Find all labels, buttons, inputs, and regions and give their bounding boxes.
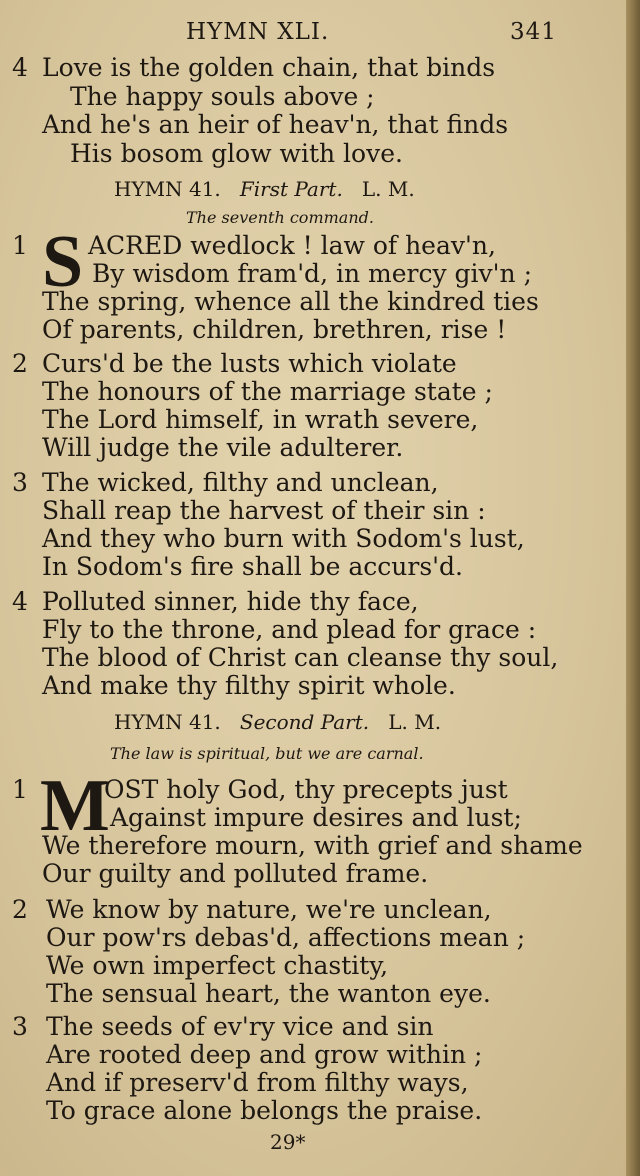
hymn-heading [114,175,415,203]
stanza-number: 1 [12,775,28,804]
running-head-title: HYMN XLI. [186,19,330,45]
verse-line: Against impure desires and lust; [110,803,522,832]
stanza-number: 4 [12,587,28,616]
verse-line: Our pow'rs debas'd, affections mean ; [46,923,526,952]
hymn-subtitle [110,740,424,768]
stanza-number: 2 [12,349,28,378]
verse-line: Shall reap the harvest of their sin : [42,496,486,525]
verse-line: Will judge the vile adulterer. [42,433,404,462]
verse-line: Fly to the throne, and plead for grace : [42,615,537,644]
verse-line: The wicked, filthy and unclean, [42,468,439,497]
drop-cap: S [42,221,84,303]
hymn-meter: L. M. [361,177,415,201]
page-edge [626,0,640,1176]
verse-line: And they who burn with Sodom's lust, [42,524,525,553]
verse-line: Are rooted deep and grow within ; [46,1040,483,1069]
hymn-label: HYMN 41. [114,177,221,201]
verse-line: Of parents, children, brethren, rise ! [42,315,507,344]
verse-line: OST holy God, thy precepts just [104,775,508,804]
hymn-label: HYMN 41. [114,710,221,734]
verse-line: Love is the golden chain, that binds [42,53,496,82]
verse-line: The blood of Christ can cleanse thy soul, [42,643,559,672]
verse-line: His bosom glow with love. [70,139,403,168]
hymn-part: First Part. [239,177,343,201]
stanza-number: 3 [12,468,28,497]
hymn-meter: L. M. [388,710,442,734]
hymn-subtitle-part-a: The law is spiritual [110,744,266,763]
verse-line: The sensual heart, the wanton eye. [46,979,491,1008]
verse-line: In Sodom's fire shall be accurs'd. [42,552,464,581]
hymn-part: Second Part. [239,710,370,734]
stanza-number: 3 [12,1012,28,1041]
verse-line: And if preserv'd from filthy ways, [46,1068,469,1097]
stanza-number: 2 [12,895,28,924]
verse-line: And he's an heir of heav'n, that finds [42,110,509,139]
verse-line: Polluted sinner, hide thy face, [42,587,419,616]
verse-line: The Lord himself, in wrath severe, [42,405,479,434]
verse-line: We own imperfect chastity, [46,951,389,980]
hymn-heading [114,708,441,736]
verse-line: And make thy filthy spirit whole. [42,671,456,700]
hymn-subtitle: The seventh command. [186,208,374,227]
verse-line: To grace alone belongs the praise. [46,1096,483,1125]
verse-line: The seeds of ev'ry vice and sin [46,1012,434,1041]
verse-line: We know by nature, we're unclean, [46,895,492,924]
verse-line: The happy souls above ; [70,82,375,111]
signature-mark: 29* [270,1130,306,1154]
verse-line: We therefore mourn, with grief and shame [42,831,583,860]
verse-line: Curs'd be the lusts which violate [42,349,457,378]
stanza-number: 4 [12,53,28,82]
drop-cap: M [40,765,110,847]
stanza-number: 1 [12,231,28,260]
page-number: 341 [510,19,557,45]
verse-line: ACRED wedlock ! law of heav'n, [88,231,496,260]
verse-line: By wisdom fram'd, in mercy giv'n ; [92,259,532,288]
hymn-subtitle-part-b: , but we are carnal. [265,744,424,763]
verse-line: The honours of the marriage state ; [42,377,493,406]
verse-line: The spring, whence all the kindred ties [42,287,539,316]
verse-line: Our guilty and polluted frame. [42,859,429,888]
